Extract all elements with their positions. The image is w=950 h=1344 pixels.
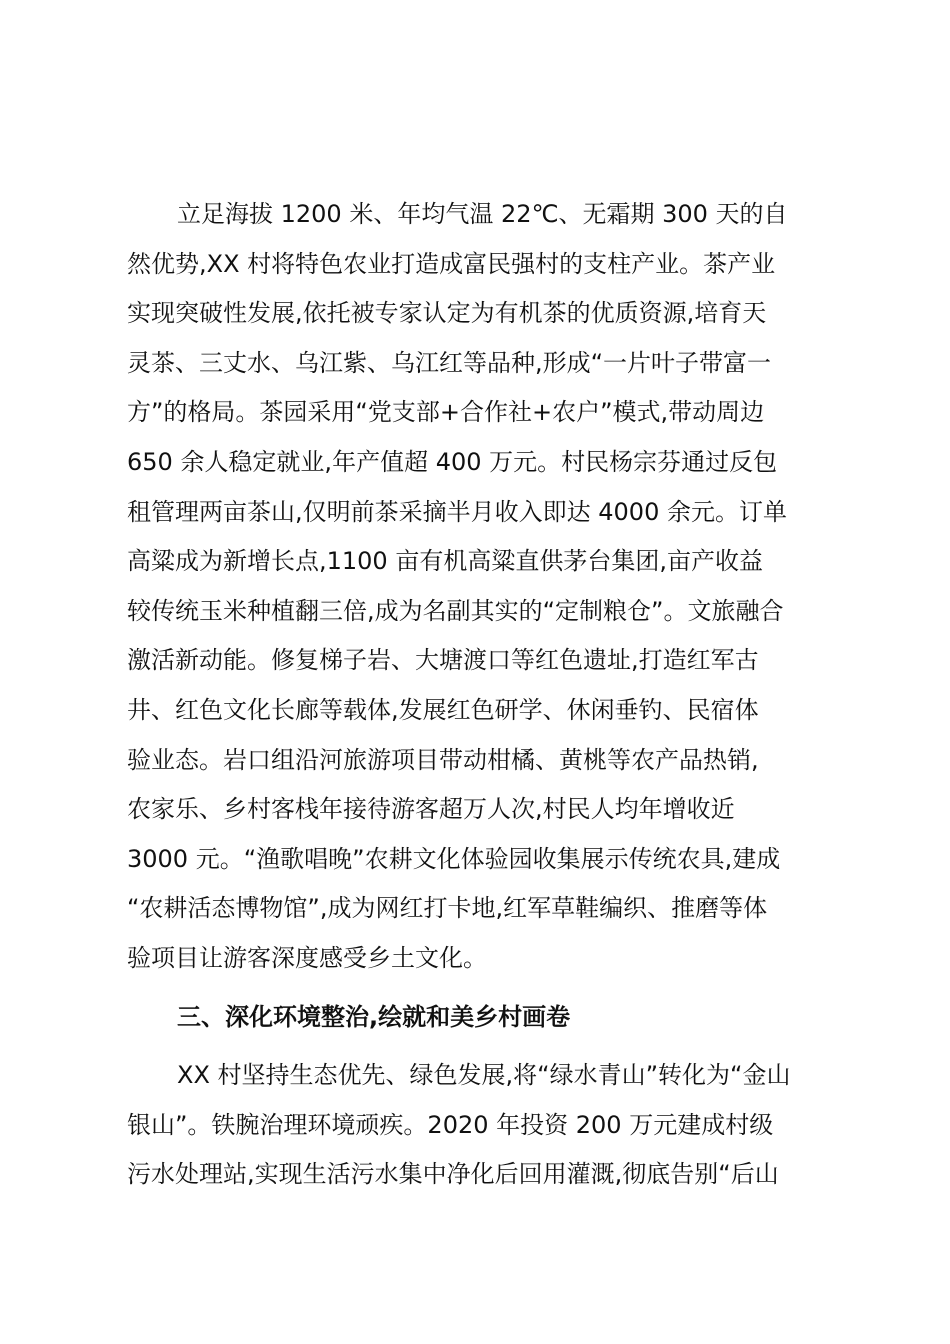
paragraph-line: “农耕活态博物馆”,成为网红打卡地,红军草鞋编织、推磨等体 (127, 894, 768, 923)
paragraph-agriculture-tourism (127, 190, 827, 984)
paragraph-line: 银山”。铁腕治理环境顽疾。2020 年投资 200 万元建成村级 (127, 1110, 774, 1139)
paragraph-line: 高粱成为新增长点,1100 亩有机高粱直供茅台集团,亩产收益 (127, 547, 763, 576)
paragraph-line: 3000 元。“渔歌唱晚”农耕文化体验园收集展示传统农具,建成 (127, 844, 781, 873)
paragraph-line: 较传统玉米种植翻三倍,成为名副其实的“定制粮仓”。文旅融合 (127, 596, 784, 625)
paragraph-line: 实现突破性发展,依托被专家认定为有机茶的优质资源,培育天 (127, 299, 767, 328)
paragraph-line: 650 余人稳定就业,年产值超 400 万元。村民杨宗芬通过反包 (127, 447, 778, 476)
paragraph-line: 验业态。岩口组沿河旅游项目带动柑橘、黄桃等农产品热销, (127, 745, 759, 774)
paragraph-line: 灵茶、三丈水、乌江紫、乌江红等品种,形成“一片叶子带富一 (127, 348, 772, 377)
paragraph-line: 然优势,XX 村将特色农业打造成富民强村的支柱产业。茶产业 (127, 249, 776, 278)
paragraph-line: 农家乐、乡村客栈年接待游客超万人次,村民人均年增收近 (127, 795, 735, 824)
paragraph-line: 方”的格局。茶园采用“党支部+合作社+农户”模式,带动周边 (127, 398, 765, 427)
section-heading: 三、深化环境整治,绘就和美乡村画卷 (177, 1002, 571, 1031)
paragraph-environment (127, 1051, 827, 1200)
paragraph-line: 验项目让游客深度感受乡土文化。 (127, 943, 487, 972)
paragraph-line: 激活新动能。修复梯子岩、大塘渡口等红色遗址,打造红军古 (127, 646, 759, 675)
paragraph-line: 立足海拔 1200 米、年均气温 22℃、无霜期 300 天的自 (177, 200, 788, 228)
paragraph-line: 污水处理站,实现生活污水集中净化后回用灌溉,彻底告别“后山 (127, 1160, 779, 1189)
paragraph-line: 井、红色文化长廊等载体,发展红色研学、休闲垂钓、民宿体 (127, 695, 759, 724)
paragraph-line: XX 村坚持生态优先、绿色发展,将“绿水青山”转化为“金山 (177, 1061, 791, 1090)
document-body (127, 190, 827, 1200)
paragraph-line: 租管理两亩茶山,仅明前茶采摘半月收入即达 4000 余元。订单 (127, 497, 787, 526)
